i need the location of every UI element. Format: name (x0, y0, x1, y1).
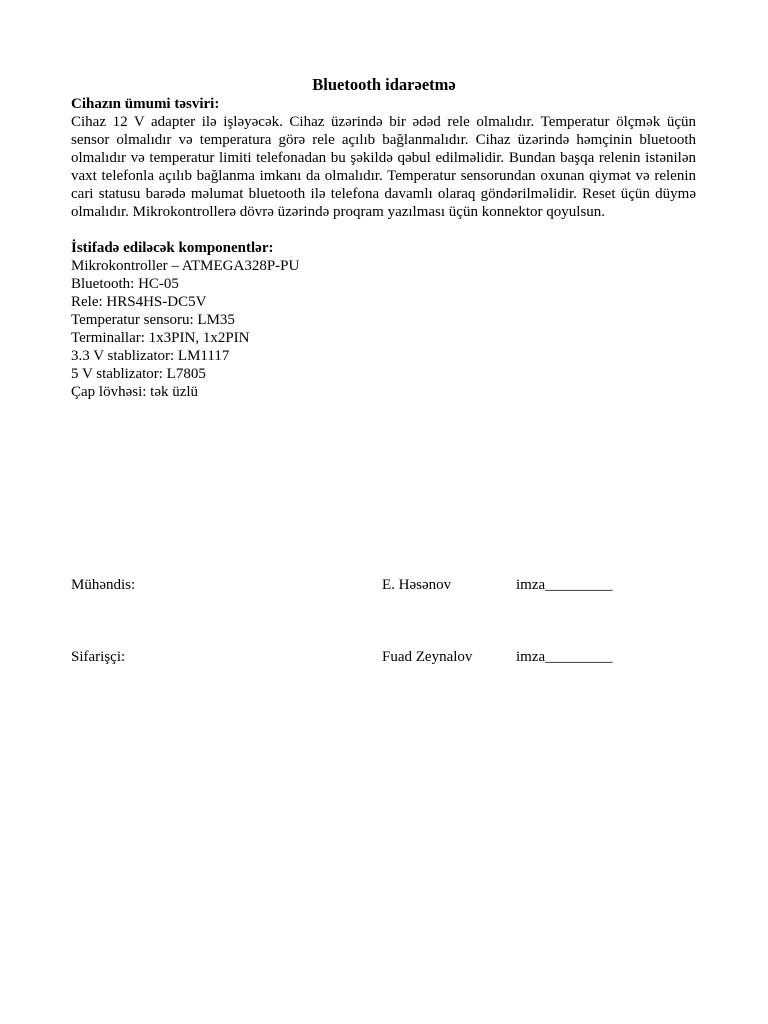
component-item-5v-regulator: 5 V stablizator: L7805 (71, 366, 206, 382)
component-item-relay: Rele: HRS4HS-DC5V (71, 294, 207, 310)
component-item-temperature-sensor: Temperatur sensoru: LM35 (71, 312, 235, 328)
signature-name: Fuad Zeynalov (382, 649, 473, 665)
component-item-microcontroller: Mikrokontroller – ATMEGA328P-PU (71, 258, 300, 274)
signature-role: Mühəndis: (71, 577, 136, 593)
signature-role: Sifarişçi: (71, 649, 126, 665)
components-heading: İstifadə ediləcək komponentlər: (71, 240, 274, 256)
component-item-3v3-regulator: 3.3 V stablizator: LM1117 (71, 348, 230, 364)
signature-row-client (71, 648, 696, 666)
signature-line: imza_________ (516, 649, 613, 665)
document-title: Bluetooth idarəetmə (312, 75, 456, 94)
document-body (71, 95, 696, 401)
description-heading: Cihazın ümumi təsviri: (71, 96, 220, 112)
signature-row-engineer (71, 576, 696, 594)
section-spacer (71, 221, 696, 239)
component-item-terminals: Terminallar: 1x3PIN, 1x2PIN (71, 330, 250, 346)
component-item-bluetooth: Bluetooth: HC-05 (71, 276, 179, 292)
signature-name: E. Həsənov (382, 577, 452, 593)
components-list (71, 257, 696, 401)
signature-line: imza_________ (516, 577, 613, 593)
component-item-pcb: Çap lövhəsi: tək üzlü (71, 384, 199, 400)
description-paragraph: Cihaz 12 V adapter ilə işləyəcək. Cihaz üzərində bir ədəd rele olmalıdır. Temperatur ölçmək üçün sensor olmalıdır və temperatura görə rele açılıb bağlanmalıdır. Cihaz üzərində həmçinin bluetooth olmalıdır və temperatur limiti telefonadan bu şəkildə qəbul edilməlidir. Bundan başqa relenin istənilən vaxt telefonla açılıb bağlanma imkanı da olmalıdır. Temperatur sensorundan oxunan qiymət və relenin cari statusu barədə məlumat bluetooth ilə telefona davamlı olaraq göndərilməlidir. Reset üçün düymə olmalıdır. Mikrokontrollerə dövrə üzərində proqram yazılması üçün konnektor qoyulsun. (71, 114, 696, 220)
